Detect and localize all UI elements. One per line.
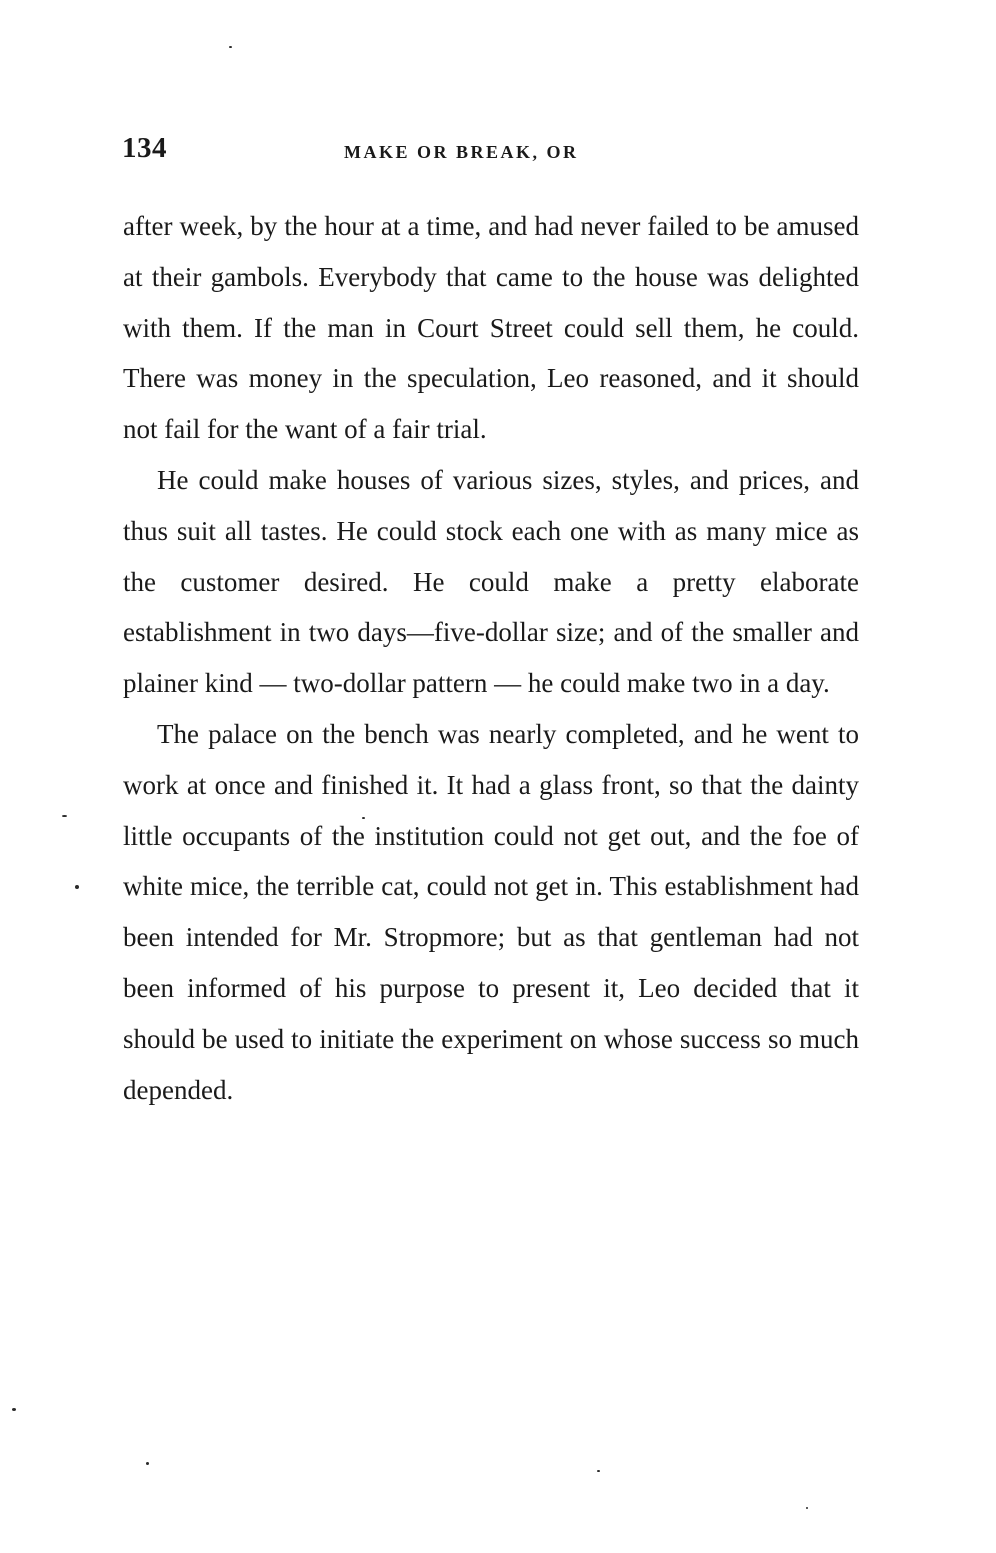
scan-speck	[597, 1470, 600, 1472]
scan-speck	[362, 817, 365, 819]
paragraph-continued: after week, by the hour at a time, and had never failed to be amused at their gambols. Everybody that came to the house was delighted with them. If the man in Court Street could sell them, he could. There was money in the speculation, Leo reasoned, and it should not fail for the want of a fair trial.	[123, 211, 859, 445]
running-head: MAKE OR BREAK, OR	[344, 142, 579, 162]
scan-speck	[62, 815, 67, 817]
page-header	[122, 132, 860, 172]
scan-speck	[229, 46, 232, 48]
paragraph: He could make houses of various sizes, styles, and prices, and thus suit all tastes. He could stock each one with as many mice as the customer desired. He could make a pretty elaborate establishment in two days—five-dollar size; and of the smaller and plainer kind — two-dollar pattern — he could make two in a day.	[123, 464, 859, 699]
body-text	[123, 201, 859, 1115]
scan-speck	[75, 885, 79, 889]
page-number: 134	[122, 132, 167, 164]
scan-speck	[12, 1408, 16, 1411]
paragraph: The palace on the bench was nearly completed, and he went to work at once and finished it. It had a glass front, so that the dainty little occupants of the institution could not get out, and the foe of white mice, the terrible cat, could not get in. This establishment had been intended for Mr. Stropmore; but as that gentleman had not been informed of his purpose to present it, Leo decided that it should be used to initiate the experiment on whose success so much depended.	[123, 718, 859, 1105]
scan-speck	[146, 1462, 149, 1465]
scan-speck	[806, 1507, 808, 1509]
